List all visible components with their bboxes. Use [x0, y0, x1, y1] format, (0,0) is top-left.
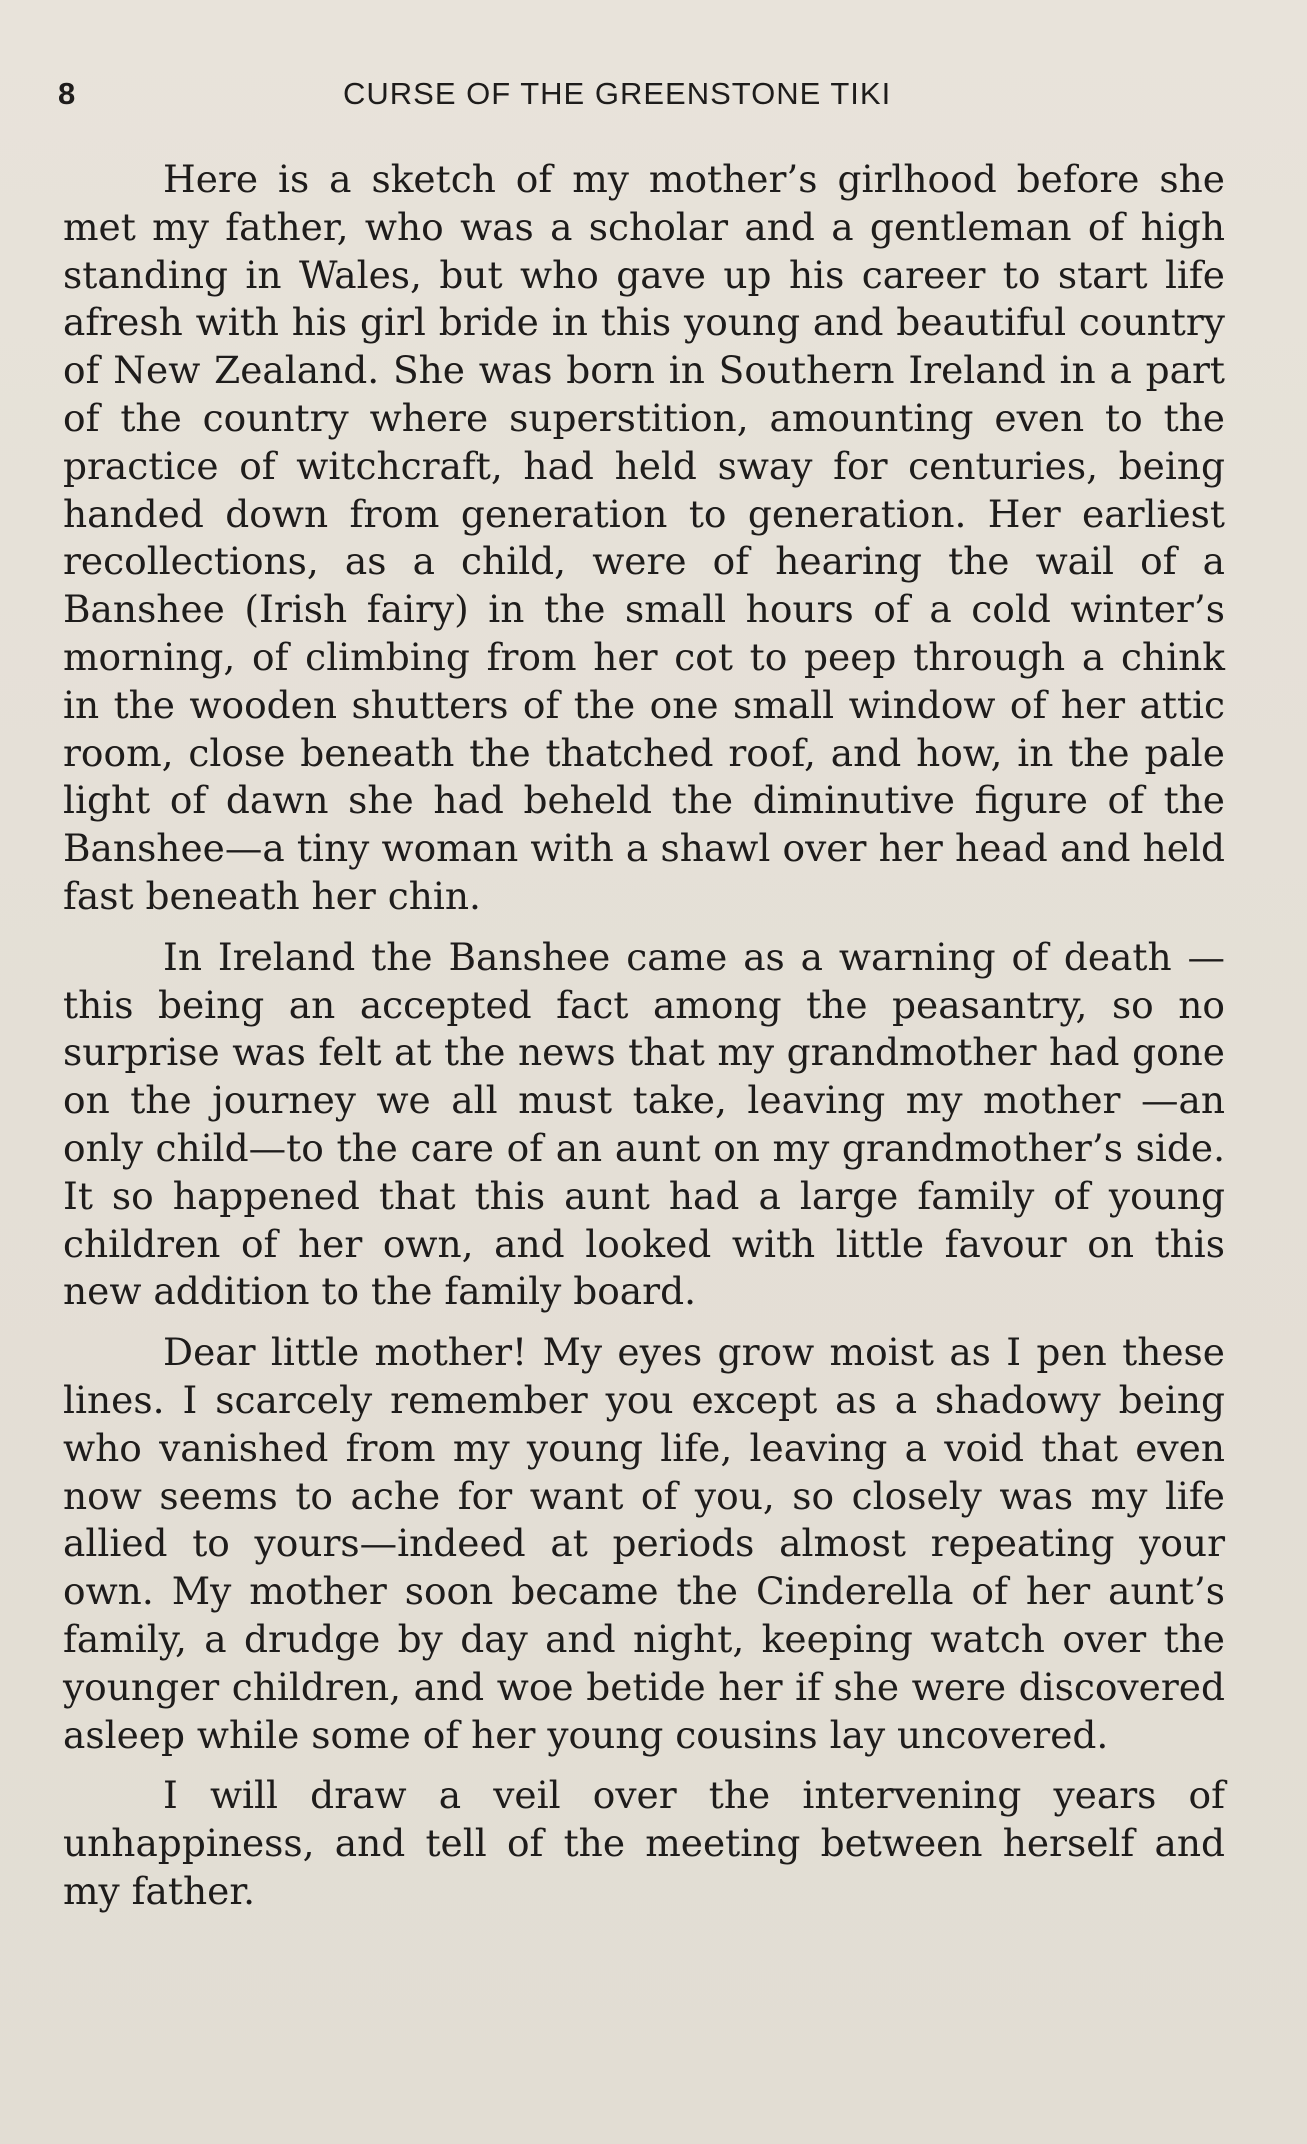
book-title: CURSE OF THE GREENSTONE TIKI: [343, 76, 892, 111]
paragraph-2: In Ireland the Banshee came as a warning of death —this being an accepted fact among the peasantry, so no surprise was felt at the news that my grandmother had gone on the journey we all must take, leaving my mother —an only child—to the care of an aunt on my grandmother’s side. It so happened that this aunt had a large family of young children of her own, and looked with little favour on this new addition to the family board.: [63, 934, 1225, 1314]
running-head: [58, 76, 1228, 120]
body-text: [63, 156, 1225, 1929]
paragraph-1: Here is a sketch of my mother’s girlhood before she met my father, who was a scholar and a gentleman of high standing in Wales, but who gave up his career to start life afresh with his girl bride in this young and beautiful country of New Zealand. She was born in Southern Ireland in a part of the country where superstition, amounting even to the practice of witchcraft, had held sway for centuries, being handed down from generation to generation. Her earliest recollections, as a child, were of hearing the wail of a Banshee (Irish fairy) in the small hours of a cold winter’s morning, of climbing from her cot to peep through a chink in the wooden shutters of the one small window of her attic room, close beneath the thatched roof, and how, in the pale light of dawn she had beheld the diminutive figure of the Banshee—a tiny woman with a shawl over her head and held fast beneath her chin.: [63, 157, 1225, 918]
page-number: 8: [58, 76, 77, 111]
paragraph-3: Dear little mother! My eyes grow moist as I pen these lines. I scarcely remember you except as a shadowy being who vanished from my young life, leaving a void that even now seems to ache for want of you, so closely was my life allied to yours—indeed at periods almost repeating your own. My mother soon became the Cinderella of her aunt’s family, a drudge by day and night, keeping watch over the younger children, and woe betide her if she were discovered asleep while some of her young cousins lay uncovered.: [63, 1330, 1225, 1757]
paragraph-4: I will draw a veil over the intervening years of unhappiness, and tell of the meeting between herself and my father.: [63, 1773, 1225, 1913]
